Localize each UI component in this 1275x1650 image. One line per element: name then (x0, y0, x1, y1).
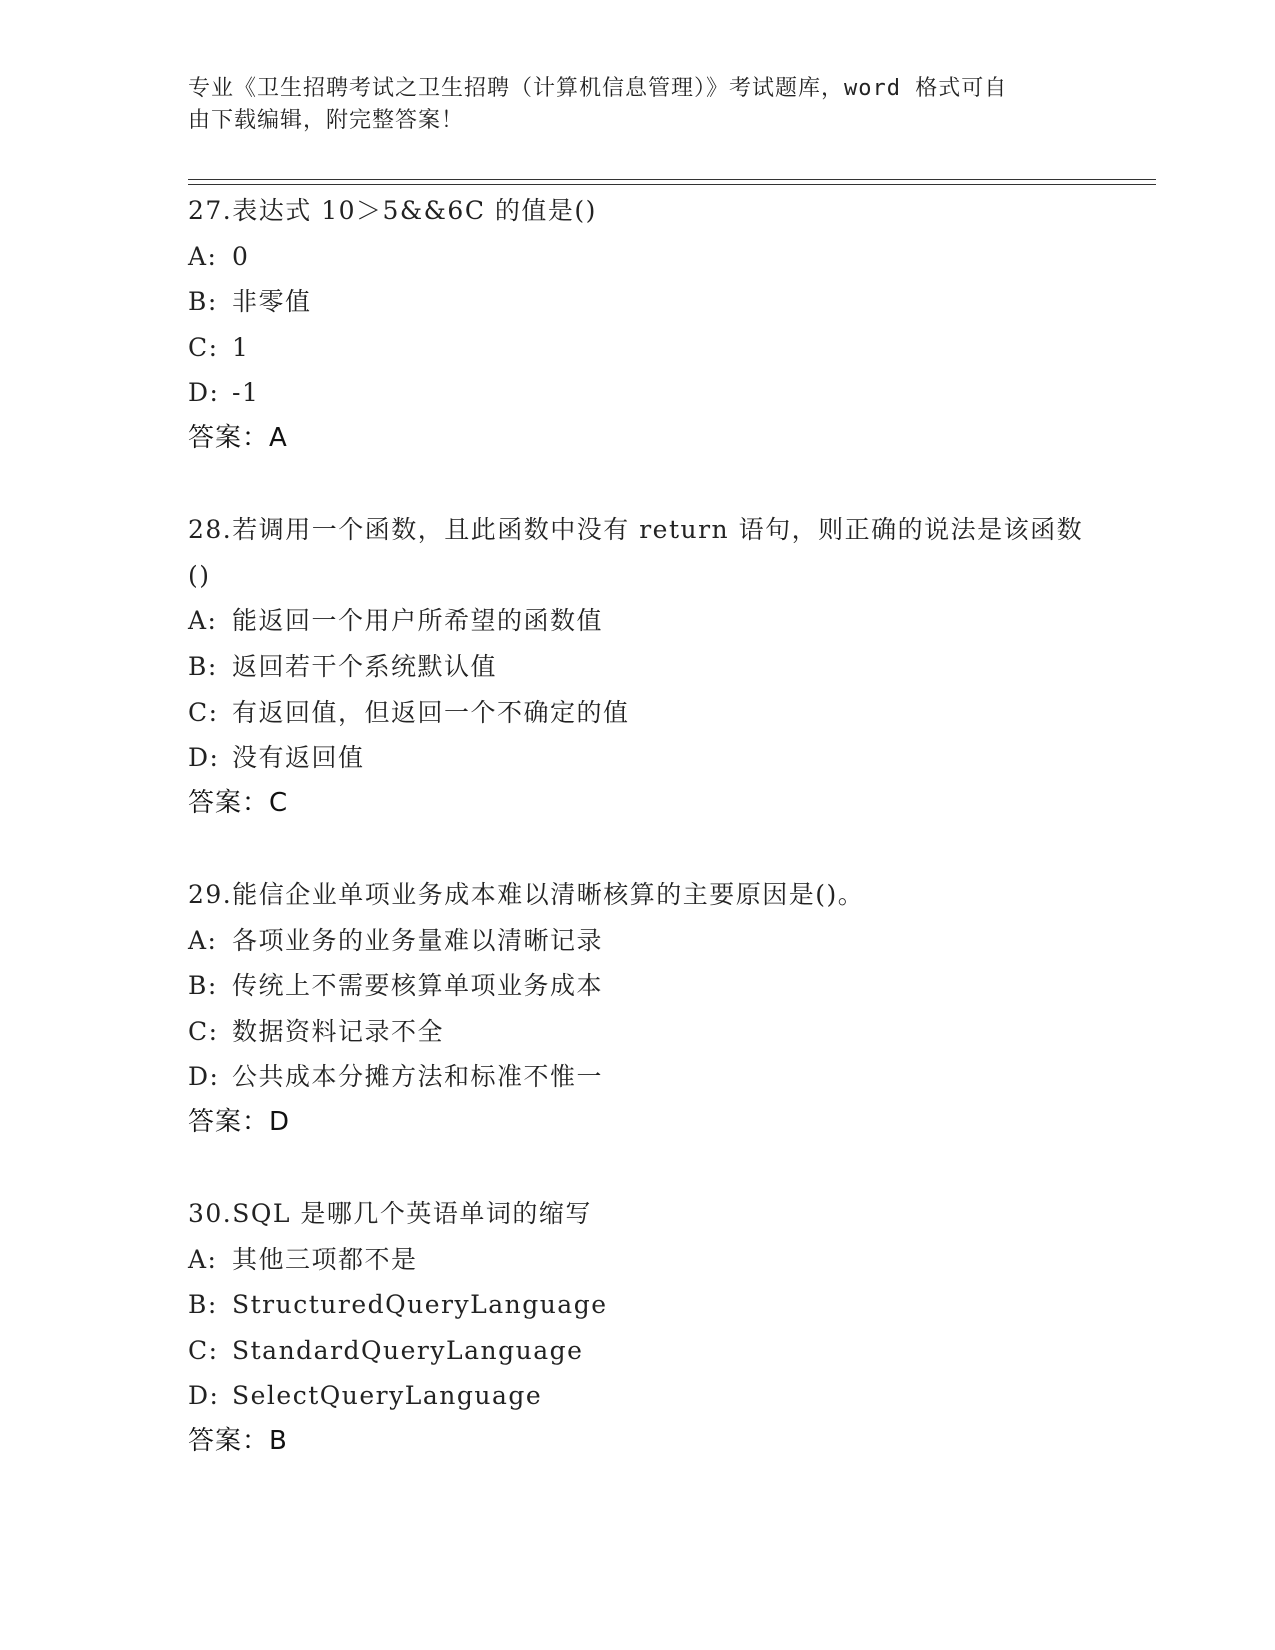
option-text: -1 (232, 378, 260, 408)
option-text: 各项业务的业务量难以清晰记录 (232, 925, 604, 955)
option-text: 有返回值，但返回一个不确定的值 (232, 697, 630, 727)
answer-line: 答案：A (188, 422, 288, 453)
option-b (188, 279, 1088, 325)
answer-line: 答案：B (188, 1426, 288, 1457)
option-b (188, 1282, 1088, 1328)
option-text: 能返回一个用户所希望的函数值 (232, 606, 604, 636)
option-text: StandardQueryLanguage (232, 1335, 584, 1365)
option-c (188, 325, 1088, 371)
option-label: B: (188, 1290, 218, 1320)
option-text: 返回若干个系统默认值 (232, 651, 498, 681)
question-spacer (188, 462, 1088, 508)
question-stem: 29.能信企业单项业务成本难以清晰核算的主要原因是()。 (188, 879, 865, 909)
option-label: C: (188, 1016, 219, 1046)
option-text: 0 (232, 241, 250, 271)
option-b (188, 963, 1088, 1009)
question-list (188, 188, 1088, 1465)
option-text: 1 (232, 332, 250, 362)
option-d (188, 1054, 1088, 1100)
option-a (188, 918, 1088, 964)
option-d (188, 1373, 1088, 1419)
option-label: D: (188, 378, 220, 408)
option-label: B: (188, 971, 218, 1001)
option-label: D: (188, 1381, 220, 1411)
option-text: StructuredQueryLanguage (232, 1290, 608, 1320)
option-b (188, 644, 1088, 690)
header-line-1: 专业《卫生招聘考试之卫生招聘（计算机信息管理）》考试题库，word 格式可自 (188, 76, 1008, 101)
question-stem: 27.表达式 10＞5&&6C 的值是() (188, 196, 597, 225)
question-spacer (188, 1145, 1088, 1191)
option-text: 传统上不需要核算单项业务成本 (232, 971, 604, 1001)
question-spacer (188, 826, 1088, 872)
header-divider-bottom (188, 184, 1156, 185)
question-30 (188, 1191, 1088, 1465)
question-29 (188, 872, 1088, 1146)
option-text: SelectQueryLanguage (232, 1381, 543, 1411)
option-text: 公共成本分摊方法和标准不惟一 (232, 1062, 604, 1092)
option-text: 其他三项都不是 (232, 1244, 418, 1274)
option-label: A: (188, 925, 218, 955)
question-28 (188, 507, 1088, 826)
option-label: B: (188, 287, 218, 317)
answer-line: 答案：D (188, 1106, 291, 1137)
question-stem: 28.若调用一个函数，且此函数中没有 return 语句，则正确的说法是该函数() (188, 515, 1084, 590)
option-c (188, 1009, 1088, 1055)
header-divider-top (188, 179, 1156, 180)
option-label: D: (188, 1062, 220, 1092)
question-27 (188, 188, 1088, 462)
option-d (188, 370, 1088, 416)
option-a (188, 1237, 1088, 1283)
answer-line: 答案：C (188, 787, 289, 818)
option-label: D: (188, 743, 220, 773)
option-label: A: (188, 241, 218, 271)
option-c (188, 1328, 1088, 1374)
option-c (188, 690, 1088, 736)
option-a (188, 234, 1088, 280)
option-label: A: (188, 606, 218, 636)
option-text: 没有返回值 (232, 743, 365, 773)
document-header (188, 73, 1068, 137)
option-d (188, 735, 1088, 781)
header-line-2: 由下载编辑，附完整答案！ (188, 108, 465, 133)
option-label: C: (188, 332, 219, 362)
option-label: A: (188, 1244, 218, 1274)
option-label: C: (188, 1335, 219, 1365)
option-text: 数据资料记录不全 (232, 1016, 445, 1046)
option-a (188, 598, 1088, 644)
option-label: B: (188, 651, 218, 681)
option-label: C: (188, 697, 219, 727)
question-stem: 30.SQL 是哪几个英语单词的缩写 (188, 1199, 592, 1229)
option-text: 非零值 (232, 287, 312, 317)
